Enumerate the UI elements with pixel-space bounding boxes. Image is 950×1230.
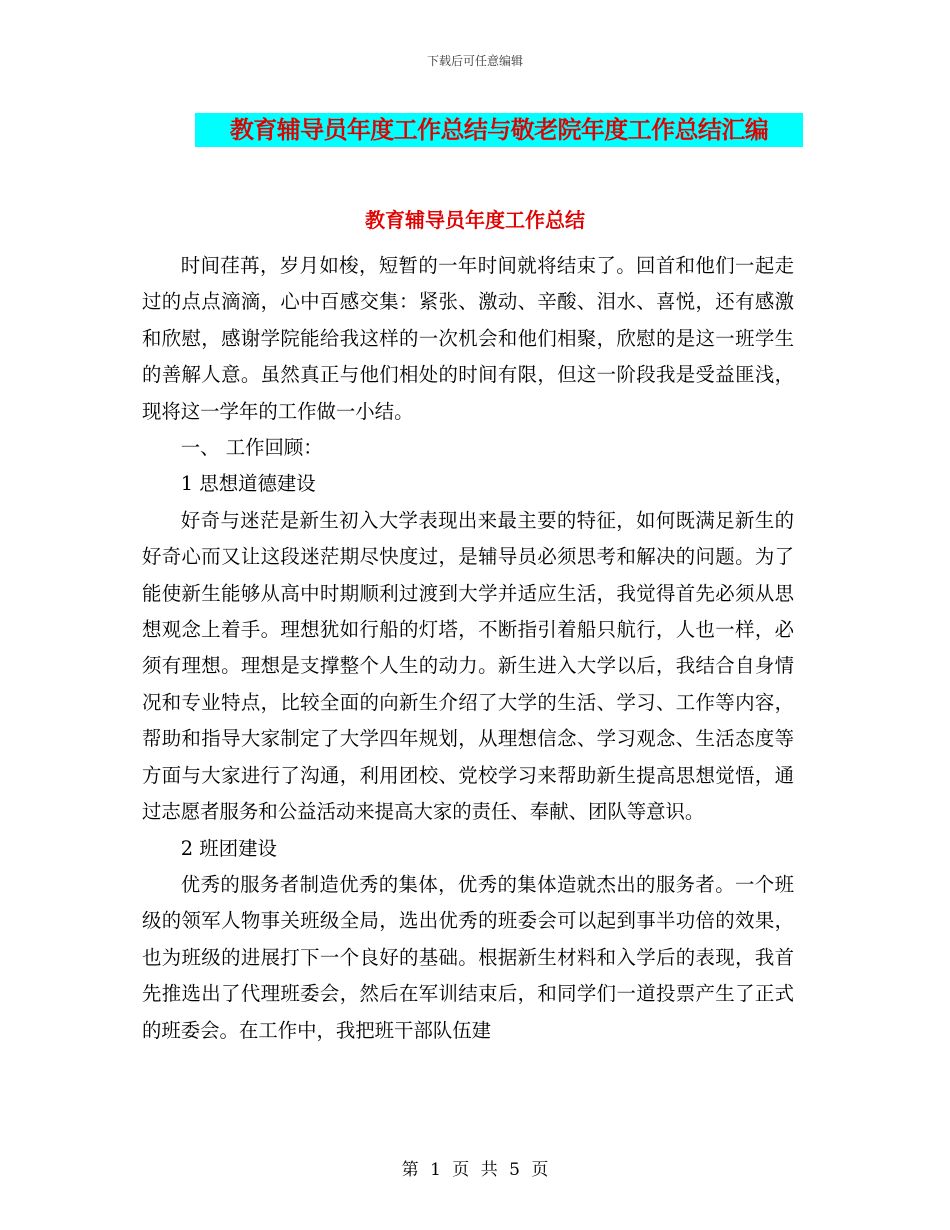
paragraph-moral-education: 好奇与迷茫是新生初入大学表现出来最主要的特征，如何既满足新生的好奇心而又让这段迷茫期尽快度过，是辅导员必须思考和解决的问题。为了能使新生能够从高中时期顺利过渡到大学并适应生活，我觉得首先必须从思想观念上着手。理想犹如行船的灯塔，不断指引着船只航行，人也一样，必须有理想。理想是支撑整个人生的动力。新生进入大学以后，我结合自身情况和专业特点，比较全面的向新生介绍了大学的生活、学习、工作等内容，帮助和指导大家制定了大学四年规划，从理想信念、学习观念、生活态度等方面与大家进行了沟通，利用团校、党校学习来帮助新生提高思想觉悟，通过志愿者服务和公益活动来提高大家的责任、奉献、团队等意识。 <box>142 508 794 824</box>
paragraph-intro: 时间荏苒，岁月如梭，短暂的一年时间就将结束了。回首和他们一起走过的点点滴滴，心中百感交集：紧张、激动、辛酸、泪水、喜悦，还有感激和欣慰，感谢学院能给我这样的一次机会和他们相聚，欣慰的是这一班学生的善解人意。虽然真正与他们相处的时间有限，但这一阶段我是受益匪浅，现将这一学年的工作做一小结。 <box>142 254 794 423</box>
subheading-moral-education: 1 思想道德建设 <box>180 472 316 496</box>
paragraph-class-building: 优秀的服务者制造优秀的集体，优秀的集体造就杰出的服务者。一个班级的领军人物事关班级全局，选出优秀的班委会可以起到事半功倍的效果，也为班级的进展打下一个良好的基础。根据新生材料和入学后的表现，我首先推选出了代理班委会，然后在军训结束后，和同学们一道投票产生了正式的班委会。在工作中，我把班干部队伍建 <box>142 872 794 1042</box>
document-title: 教育辅导员年度工作总结与敬老院年度工作总结汇编 <box>195 113 803 147</box>
heading-work-review: 一、 工作回顾： <box>180 436 323 460</box>
section-title: 教育辅导员年度工作总结 <box>365 208 585 232</box>
subheading-class-building: 2 班团建设 <box>180 836 277 860</box>
page-number: 第 1 页 共 5 页 <box>401 1160 549 1180</box>
document-body <box>142 248 794 1049</box>
header-note: 下载后可任意编辑 <box>426 54 523 68</box>
